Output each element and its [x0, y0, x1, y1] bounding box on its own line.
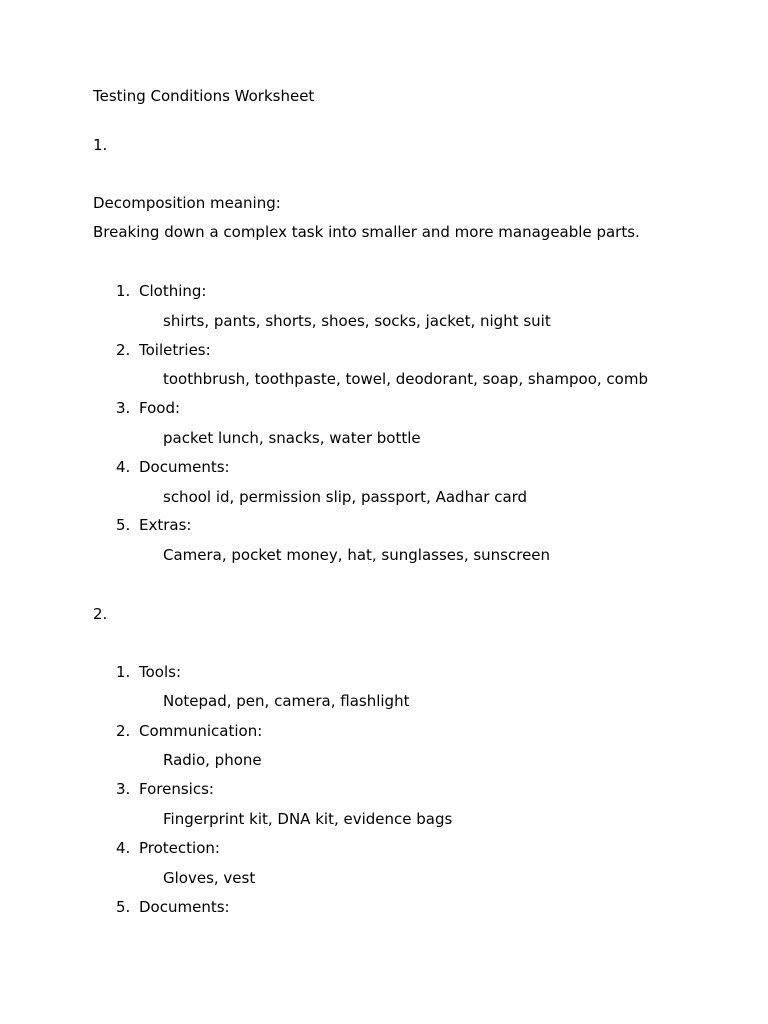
list-item-detail: Notepad, pen, camera, flashlight [163, 692, 410, 710]
list-item-label: Communication: [139, 722, 263, 740]
list-item-label: Forensics: [139, 780, 214, 798]
list-item-number: 3. [116, 780, 131, 798]
list-item-label: Documents: [139, 898, 230, 916]
section-number: 2. [93, 605, 108, 623]
list-item-detail: toothbrush, toothpaste, towel, deodorant, soap, shampoo, comb [163, 370, 648, 388]
list-item-number: 2. [116, 722, 131, 740]
list-item-detail: Fingerprint kit, DNA kit, evidence bags [163, 810, 453, 828]
list-item-label: Toiletries: [139, 341, 211, 359]
list-item-number: 4. [116, 839, 131, 857]
list-item-number: 1. [116, 663, 131, 681]
list-item-label: Extras: [139, 516, 192, 534]
list-item-detail: school id, permission slip, passport, Aadhar card [163, 488, 528, 506]
definition-text: Breaking down a complex task into smaller and more manageable parts. [93, 223, 640, 241]
definition-heading: Decomposition meaning: [93, 194, 281, 212]
list-item-label: Clothing: [139, 282, 207, 300]
list-item-number: 5. [116, 516, 131, 534]
list-item-number: 1. [116, 282, 131, 300]
list-item-number: 3. [116, 399, 131, 417]
list-item-detail: Camera, pocket money, hat, sunglasses, sunscreen [163, 546, 551, 564]
list-item-detail: shirts, pants, shorts, shoes, socks, jacket, night suit [163, 312, 551, 330]
document-title: Testing Conditions Worksheet [93, 87, 315, 105]
list-item-number: 4. [116, 458, 131, 476]
list-item-label: Documents: [139, 458, 230, 476]
list-item-number: 5. [116, 898, 131, 916]
list-item-label: Tools: [139, 663, 182, 681]
list-item-detail: packet lunch, snacks, water bottle [163, 429, 421, 447]
list-item-detail: Gloves, vest [163, 869, 256, 887]
list-item-number: 2. [116, 341, 131, 359]
list-item-detail: Radio, phone [163, 751, 262, 769]
list-item-label: Food: [139, 399, 181, 417]
section-number: 1. [93, 136, 108, 154]
list-item-label: Protection: [139, 839, 220, 857]
